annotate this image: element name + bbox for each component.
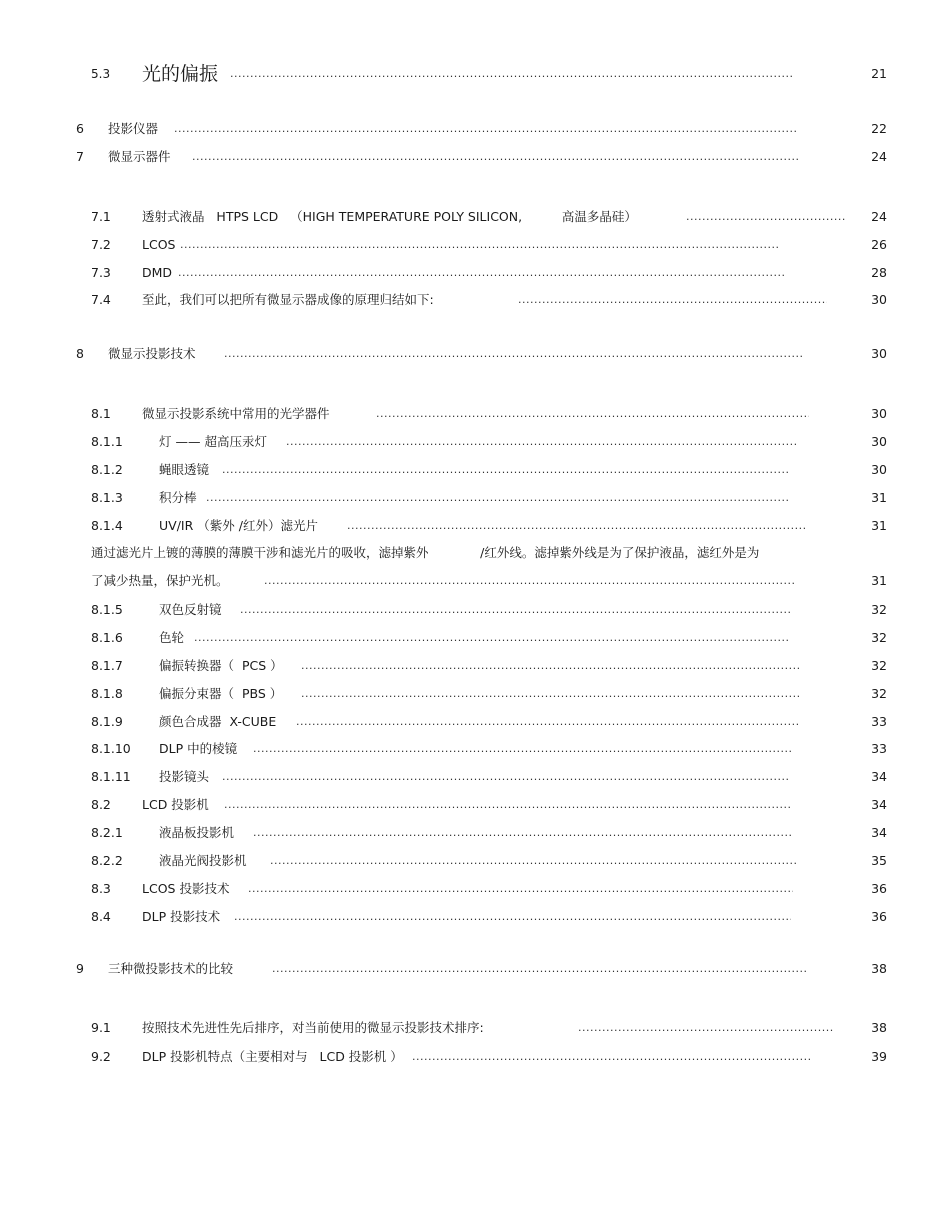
toc-entry-number: 8 [76,346,84,361]
toc-entry-page: 30 [871,462,887,477]
toc-entry-page: 31 [871,573,887,588]
toc-entry-page: 28 [871,265,887,280]
toc-entry-page: 35 [871,853,887,868]
toc-entry-page: 33 [871,741,887,756]
toc-entry-number: 9 [76,961,84,976]
toc-entry-page: 36 [871,909,887,924]
toc-entry-title: 积分棒 [159,490,197,505]
toc-entry[interactable] [0,959,950,979]
toc-entry-title: 灯 —— 超高压汞灯 [159,434,267,449]
toc-entry-title: LCOS [142,237,176,252]
toc-entry-title: 光的偏振 [142,63,219,85]
toc-entry-title: 偏振分束器（ PBS ） [159,686,283,701]
toc-entry[interactable] [0,235,950,255]
toc-entry-title: 偏振转换器（ PCS ） [159,658,283,673]
toc-leader-dots [686,207,847,227]
toc-entry[interactable] [0,344,950,364]
toc-entry-title: DLP 投影机特点（主要相对与 LCD 投影机 ） [142,1049,403,1064]
toc-leader-dots [376,404,809,424]
toc-entry-title: 液晶光阀投影机 [159,853,247,868]
toc-entry[interactable] [0,207,950,227]
toc-entry-page: 30 [871,406,887,421]
toc-entry-number: 5.3 [91,67,111,81]
toc-entry[interactable] [0,851,950,871]
toc-entry-title: 微显示投影系统中常用的光学器件 [142,406,330,421]
toc-entry-number: 7.3 [91,265,111,280]
toc-leader-dots [286,432,797,452]
toc-entry[interactable] [0,767,950,787]
toc-entry[interactable] [0,795,950,815]
toc-entry-title: DLP 投影技术 [142,909,221,924]
toc-entry-page: 39 [871,1049,887,1064]
toc-entry[interactable] [0,739,950,759]
toc-entry-title: 按照技术先进性先后排序，对当前使用的微显示投影技术排序: [142,1020,484,1035]
toc-leader-dots [222,767,790,787]
toc-entry[interactable] [0,823,950,843]
toc-leader-dots [272,959,807,979]
toc-entry-number: 8.1.7 [91,658,123,673]
toc-entry-page: 34 [871,769,887,784]
toc-entry-page: 30 [871,292,887,307]
toc-note-text: 通过滤光片上镀的薄膜的薄膜干涉和滤光片的吸收，滤掉紫外 /红外线。滤掉紫外线是为了保护液晶，滤红外是为 [91,545,760,560]
toc-entry[interactable] [0,119,950,139]
toc-entry[interactable] [0,404,950,424]
toc-entry-page: 32 [871,686,887,701]
toc-entry-page: 33 [871,714,887,729]
toc-entry-number: 8.1.1 [91,434,123,449]
toc-entry-number: 7.2 [91,237,111,252]
toc-entry[interactable] [0,488,950,508]
toc-entry-title: 至此，我们可以把所有微显示器成像的原理归结如下: [142,292,434,307]
toc-entry-number: 8.1.2 [91,462,123,477]
toc-leader-dots [253,823,793,843]
toc-entry-number: 8.1.5 [91,602,123,617]
toc-entry[interactable] [0,712,950,732]
toc-leader-dots [234,907,791,927]
toc-leader-dots [578,1018,834,1038]
toc-entry-number: 8.1.8 [91,686,123,701]
toc-entry-number: 8.3 [91,881,111,896]
toc-entry-page: 34 [871,825,887,840]
toc-entry-page: 22 [871,121,887,136]
toc-leader-dots [296,712,799,732]
toc-entry-page: 24 [871,149,887,164]
toc-entry-page: 30 [871,346,887,361]
toc-entry-number: 8.1.3 [91,490,123,505]
toc-entry-page: 31 [871,490,887,505]
toc-leader-dots [178,263,784,283]
toc-entry-title: 双色反射镜 [159,602,222,617]
toc-entry-number: 8.1.6 [91,630,123,645]
toc-leader-dots [230,60,792,88]
toc-entry-page: 32 [871,630,887,645]
toc-entry[interactable] [0,1047,950,1067]
toc-leader-dots [347,516,805,536]
toc-leader-dots [301,684,800,704]
toc-entry[interactable] [0,684,950,704]
toc-entry-number: 7.4 [91,292,111,307]
toc-entry[interactable] [0,600,950,620]
toc-leader-dots [518,290,827,310]
toc-entry-title: 投影仪器 [108,121,159,136]
toc-entry-page: 38 [871,961,887,976]
toc-entry-title: 投影镜头 [159,769,210,784]
toc-entry-page: 38 [871,1020,887,1035]
toc-entry-number: 8.1 [91,406,111,421]
toc-entry-page: 21 [871,66,887,81]
toc-entry-page: 32 [871,602,887,617]
toc-leader-dots [412,1047,812,1067]
toc-entry-number: 8.1.9 [91,714,123,729]
toc-leader-dots [264,571,794,591]
toc-entry-title: 了减少热量，保护光机。 [91,573,229,588]
toc-entry-number: 8.2.2 [91,853,123,868]
toc-entry[interactable] [0,147,950,167]
toc-entry-title: DMD [142,265,173,280]
toc-leader-dots [224,344,804,364]
toc-leader-dots [224,795,790,815]
toc-entry-page: 34 [871,797,887,812]
toc-leader-dots [206,488,788,508]
toc-entry-title: 微显示投影技术 [108,346,196,361]
toc-entry-title: DLP 中的棱镜 [159,741,238,756]
toc-entry[interactable] [0,628,950,648]
toc-leader-dots [253,739,793,759]
toc-entry-page: 36 [871,881,887,896]
toc-leader-dots [270,851,796,871]
toc-leader-dots [180,235,780,255]
toc-entry-page: 26 [871,237,887,252]
toc-entry-title: 蝇眼透镜 [159,462,210,477]
toc-entry[interactable] [0,656,950,676]
toc-leader-dots [174,119,798,139]
toc-entry-title: UV/IR （紫外 /红外）滤光片 [159,518,318,533]
toc-entry-title: LCD 投影机 [142,797,209,812]
toc-entry[interactable] [0,290,950,310]
toc-leader-dots [248,879,793,899]
toc-entry-title: 颜色合成器 X-CUBE [159,714,277,729]
toc-entry-number: 6 [76,121,84,136]
toc-entry-title: LCOS 投影技术 [142,881,230,896]
toc-entry-title: 色轮 [159,630,185,645]
toc-leader-dots [240,600,792,620]
toc-entry[interactable] [0,516,950,536]
toc-entry-number: 8.4 [91,909,111,924]
toc-entry[interactable] [0,460,950,480]
toc-leader-dots [194,628,788,648]
toc-entry-number: 7 [76,149,84,164]
toc-entry-title: 透射式液晶 HTPS LCD （HIGH TEMPERATURE POLY SILICON, 高温多晶硅） [142,209,637,224]
toc-entry-page: 24 [871,209,887,224]
toc-entry-title: 液晶板投影机 [159,825,235,840]
toc-note-line [0,543,950,563]
toc-leader-dots [192,147,799,167]
toc-entry-number: 9.1 [91,1020,111,1035]
toc-entry-title: 微显示器件 [108,149,171,164]
toc-entry-number: 8.1.4 [91,518,123,533]
toc-entry-number: 8.1.10 [91,741,131,756]
toc-entry-page: 30 [871,434,887,449]
toc-entry-number: 7.1 [91,209,111,224]
toc-entry-page: 31 [871,518,887,533]
toc-entry-number: 9.2 [91,1049,111,1064]
toc-entry-number: 8.2.1 [91,825,123,840]
toc-leader-dots [301,656,800,676]
toc-entry[interactable] [0,879,950,899]
toc-entry[interactable] [0,907,950,927]
toc-entry[interactable] [0,571,950,591]
toc-entry-title: 三种微投影技术的比较 [108,961,234,976]
toc-entry-number: 8.2 [91,797,111,812]
toc-leader-dots [222,460,790,480]
toc-entry[interactable] [0,60,950,88]
toc-entry[interactable] [0,263,950,283]
toc-entry[interactable] [0,1018,950,1038]
toc-entry[interactable] [0,432,950,452]
toc-entry-page: 32 [871,658,887,673]
toc-entry-number: 8.1.11 [91,769,131,784]
